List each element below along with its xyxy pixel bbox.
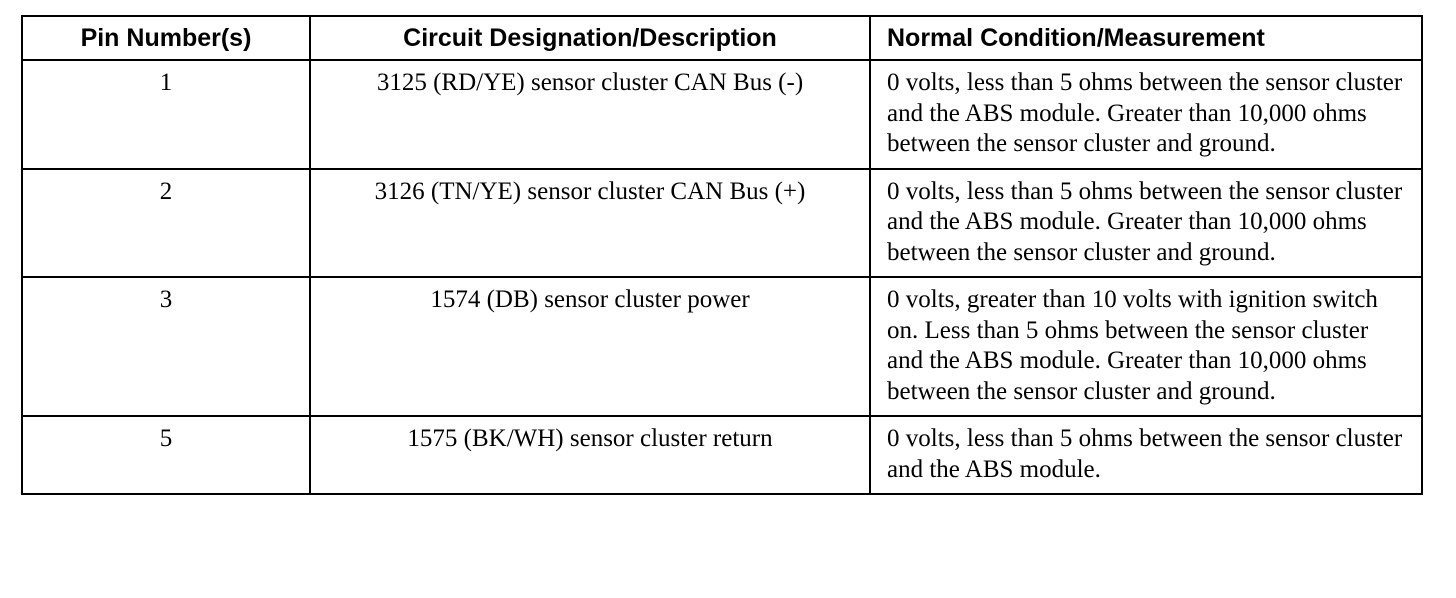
header-row (22, 16, 1422, 60)
circuit-cell: 1575 (BK/WH) sensor cluster return (310, 416, 870, 494)
header-circuit: Circuit Designation/Description (310, 16, 870, 60)
pin-cell: 2 (22, 169, 310, 278)
circuit-cell: 3126 (TN/YE) sensor cluster CAN Bus (+) (310, 169, 870, 278)
header-condition: Normal Condition/Measurement (870, 16, 1422, 60)
condition-cell: 0 volts, greater than 10 volts with ignition switch on. Less than 5 ohms between the sensor cluster and the ABS module. Greater than 10,000 ohms between the sensor cluster and ground. (870, 277, 1422, 416)
circuit-cell: 1574 (DB) sensor cluster power (310, 277, 870, 416)
pin-cell: 5 (22, 416, 310, 494)
header-pin-number: Pin Number(s) (22, 16, 310, 60)
condition-cell: 0 volts, less than 5 ohms between the sensor cluster and the ABS module. (870, 416, 1422, 494)
circuit-cell: 3125 (RD/YE) sensor cluster CAN Bus (-) (310, 60, 870, 169)
table-row (22, 60, 1422, 169)
table-row (22, 416, 1422, 494)
pin-table (21, 15, 1423, 495)
pin-cell: 3 (22, 277, 310, 416)
table-row (22, 169, 1422, 278)
condition-cell: 0 volts, less than 5 ohms between the sensor cluster and the ABS module. Greater than 10,000 ohms between the sensor cluster and ground. (870, 60, 1422, 169)
table-row (22, 277, 1422, 416)
condition-cell: 0 volts, less than 5 ohms between the sensor cluster and the ABS module. Greater than 10,000 ohms between the sensor cluster and ground. (870, 169, 1422, 278)
pin-cell: 1 (22, 60, 310, 169)
